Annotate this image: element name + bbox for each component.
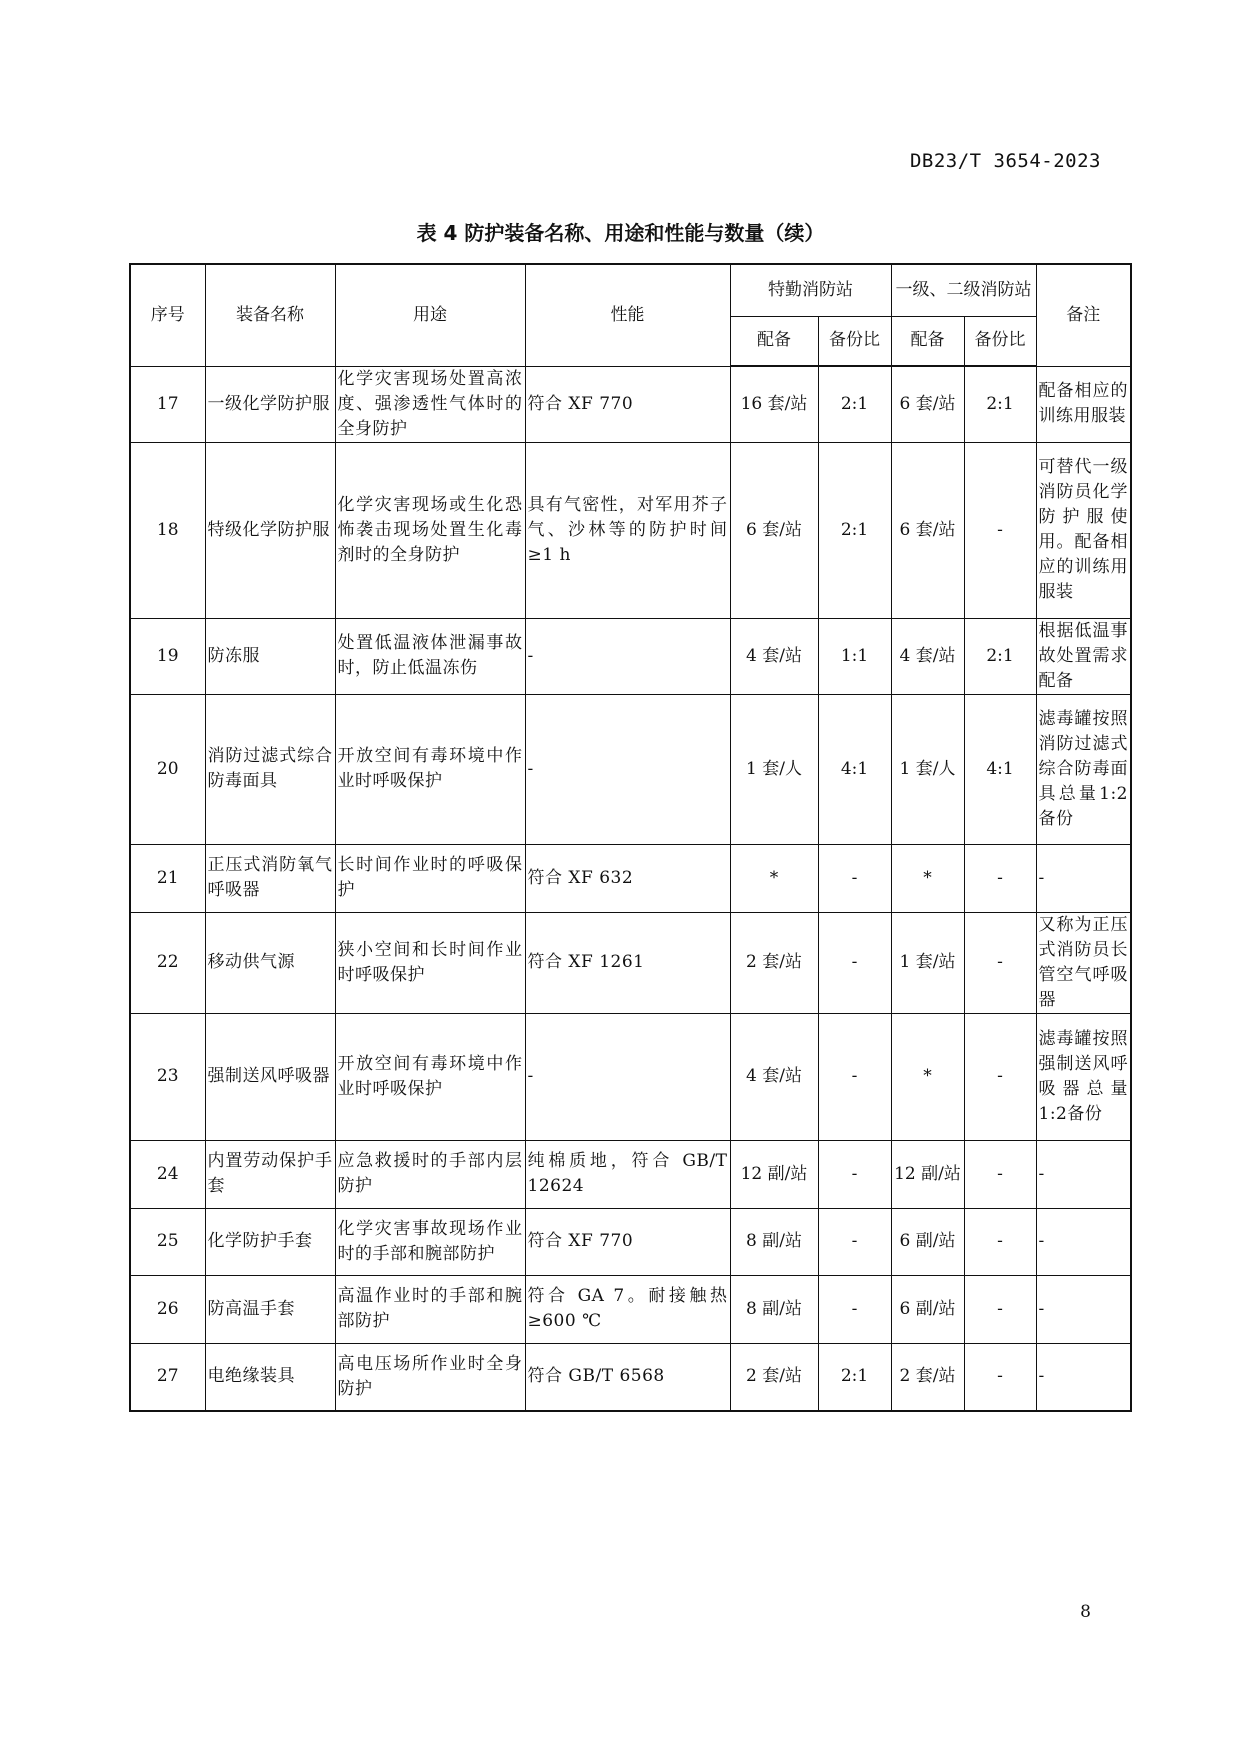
header-level-ratio: 备份比 [964,316,1036,366]
cell-special-ratio: 2:1 [818,442,891,618]
cell-level-ratio: - [964,1275,1036,1343]
cell-remark: 配备相应的训练用服装 [1036,366,1131,442]
cell-level-equip: 1 套/人 [891,694,964,844]
cell-level-ratio: - [964,1208,1036,1275]
header-level-equip: 配备 [891,316,964,366]
cell-level-equip: 6 副/站 [891,1275,964,1343]
cell-performance: - [525,1013,730,1140]
cell-seq: 21 [130,844,205,912]
cell-name: 内置劳动保护手套 [205,1140,335,1208]
cell-special-ratio: - [818,1275,891,1343]
cell-special-equip: 2 套/站 [730,1343,818,1411]
table-row [130,442,1131,618]
table-row [130,912,1131,1013]
header-special-station: 特勤消防站 [730,264,891,316]
cell-remark: - [1036,844,1131,912]
cell-performance: - [525,694,730,844]
cell-use: 高电压场所作业时全身防护 [335,1343,525,1411]
cell-name: 防冻服 [205,618,335,694]
cell-level-ratio: - [964,844,1036,912]
cell-use: 开放空间有毒环境中作业时呼吸保护 [335,694,525,844]
cell-level-equip: * [891,844,964,912]
cell-seq: 19 [130,618,205,694]
cell-level-ratio: - [964,442,1036,618]
header-performance: 性能 [525,264,730,366]
cell-seq: 26 [130,1275,205,1343]
table-row [130,618,1131,694]
cell-use: 化学灾害事故现场作业时的手部和腕部防护 [335,1208,525,1275]
cell-special-ratio: - [818,1208,891,1275]
table-row [130,1013,1131,1140]
cell-level-ratio: - [964,912,1036,1013]
cell-level-equip: 1 套/站 [891,912,964,1013]
cell-seq: 24 [130,1140,205,1208]
cell-use: 应急救援时的手部内层防护 [335,1140,525,1208]
cell-remark: - [1036,1140,1131,1208]
cell-seq: 25 [130,1208,205,1275]
table-row [130,1275,1131,1343]
cell-name: 正压式消防氧气呼吸器 [205,844,335,912]
cell-performance: 具有气密性，对军用芥子气、沙林等的防护时间≥1 h [525,442,730,618]
cell-seq: 17 [130,366,205,442]
cell-seq: 27 [130,1343,205,1411]
cell-special-equip: 1 套/人 [730,694,818,844]
cell-name: 移动供气源 [205,912,335,1013]
cell-performance: 纯棉质地，符合 GB/T 12624 [525,1140,730,1208]
cell-performance: - [525,618,730,694]
header-remark: 备注 [1036,264,1131,366]
cell-name: 消防过滤式综合防毒面具 [205,694,335,844]
header-seq: 序号 [130,264,205,366]
cell-name: 化学防护手套 [205,1208,335,1275]
cell-level-ratio: 4:1 [964,694,1036,844]
cell-level-equip: * [891,1013,964,1140]
cell-remark: 可替代一级消防员化学防护服使用。配备相应的训练用服装 [1036,442,1131,618]
cell-performance: 符合 GB/T 6568 [525,1343,730,1411]
cell-special-equip: 2 套/站 [730,912,818,1013]
cell-seq: 18 [130,442,205,618]
cell-special-ratio: 2:1 [818,366,891,442]
cell-level-equip: 6 套/站 [891,442,964,618]
cell-level-ratio: 2:1 [964,618,1036,694]
table-row [130,694,1131,844]
cell-level-equip: 4 套/站 [891,618,964,694]
cell-remark: - [1036,1275,1131,1343]
table-row [130,1208,1131,1275]
cell-use: 狭小空间和长时间作业时呼吸保护 [335,912,525,1013]
cell-level-equip: 6 套/站 [891,366,964,442]
table-row [130,844,1131,912]
cell-use: 化学灾害现场处置高浓度、强渗透性气体时的全身防护 [335,366,525,442]
cell-special-equip: * [730,844,818,912]
table-row [130,1343,1131,1411]
cell-use: 化学灾害现场或生化恐怖袭击现场处置生化毒剂时的全身防护 [335,442,525,618]
table-row [130,1140,1131,1208]
cell-name: 防高温手套 [205,1275,335,1343]
header-special-equip: 配备 [730,316,818,366]
cell-special-ratio: - [818,1140,891,1208]
cell-remark: - [1036,1208,1131,1275]
header-level-station: 一级、二级消防站 [891,264,1036,316]
cell-use: 高温作业时的手部和腕部防护 [335,1275,525,1343]
table-title: 表 4 防护装备名称、用途和性能与数量（续） [416,221,825,245]
cell-special-equip: 16 套/站 [730,366,818,442]
cell-seq: 22 [130,912,205,1013]
header-special-ratio: 备份比 [818,316,891,366]
cell-performance: 符合 XF 770 [525,366,730,442]
cell-special-ratio: 2:1 [818,1343,891,1411]
cell-seq: 20 [130,694,205,844]
cell-performance: 符合 XF 770 [525,1208,730,1275]
cell-level-ratio: - [964,1013,1036,1140]
cell-remark: 根据低温事故处置需求配备 [1036,618,1131,694]
cell-special-equip: 12 副/站 [730,1140,818,1208]
header-use: 用途 [335,264,525,366]
cell-performance: 符合 XF 632 [525,844,730,912]
cell-name: 特级化学防护服 [205,442,335,618]
cell-level-equip: 12 副/站 [891,1140,964,1208]
cell-special-equip: 8 副/站 [730,1208,818,1275]
cell-seq: 23 [130,1013,205,1140]
cell-remark: - [1036,1343,1131,1411]
cell-name: 强制送风呼吸器 [205,1013,335,1140]
cell-level-equip: 2 套/站 [891,1343,964,1411]
cell-name: 一级化学防护服 [205,366,335,442]
cell-performance: 符合 GA 7。耐接触热≥600 ℃ [525,1275,730,1343]
cell-special-ratio: 4:1 [818,694,891,844]
cell-special-equip: 6 套/站 [730,442,818,618]
cell-special-ratio: - [818,912,891,1013]
cell-remark: 滤毒罐按照消防过滤式综合防毒面具总量1:2备份 [1036,694,1131,844]
cell-level-ratio: - [964,1343,1036,1411]
cell-special-equip: 8 副/站 [730,1275,818,1343]
cell-special-equip: 4 套/站 [730,1013,818,1140]
cell-level-ratio: 2:1 [964,366,1036,442]
cell-special-ratio: 1:1 [818,618,891,694]
cell-use: 长时间作业时的呼吸保护 [335,844,525,912]
cell-level-equip: 6 副/站 [891,1208,964,1275]
table-body [130,366,1131,1411]
cell-use: 开放空间有毒环境中作业时呼吸保护 [335,1013,525,1140]
equipment-table [129,263,1132,1412]
cell-special-ratio: - [818,1013,891,1140]
cell-special-equip: 4 套/站 [730,618,818,694]
cell-performance: 符合 XF 1261 [525,912,730,1013]
page-number: 8 [1080,1602,1091,1622]
table-row [130,366,1131,442]
header-name: 装备名称 [205,264,335,366]
cell-special-ratio: - [818,844,891,912]
cell-name: 电绝缘装具 [205,1343,335,1411]
cell-use: 处置低温液体泄漏事故时，防止低温冻伤 [335,618,525,694]
cell-remark: 又称为正压式消防员长管空气呼吸器 [1036,912,1131,1013]
cell-remark: 滤毒罐按照强制送风呼吸器总量1:2备份 [1036,1013,1131,1140]
cell-level-ratio: - [964,1140,1036,1208]
document-id: DB23/T 3654-2023 [909,150,1101,172]
